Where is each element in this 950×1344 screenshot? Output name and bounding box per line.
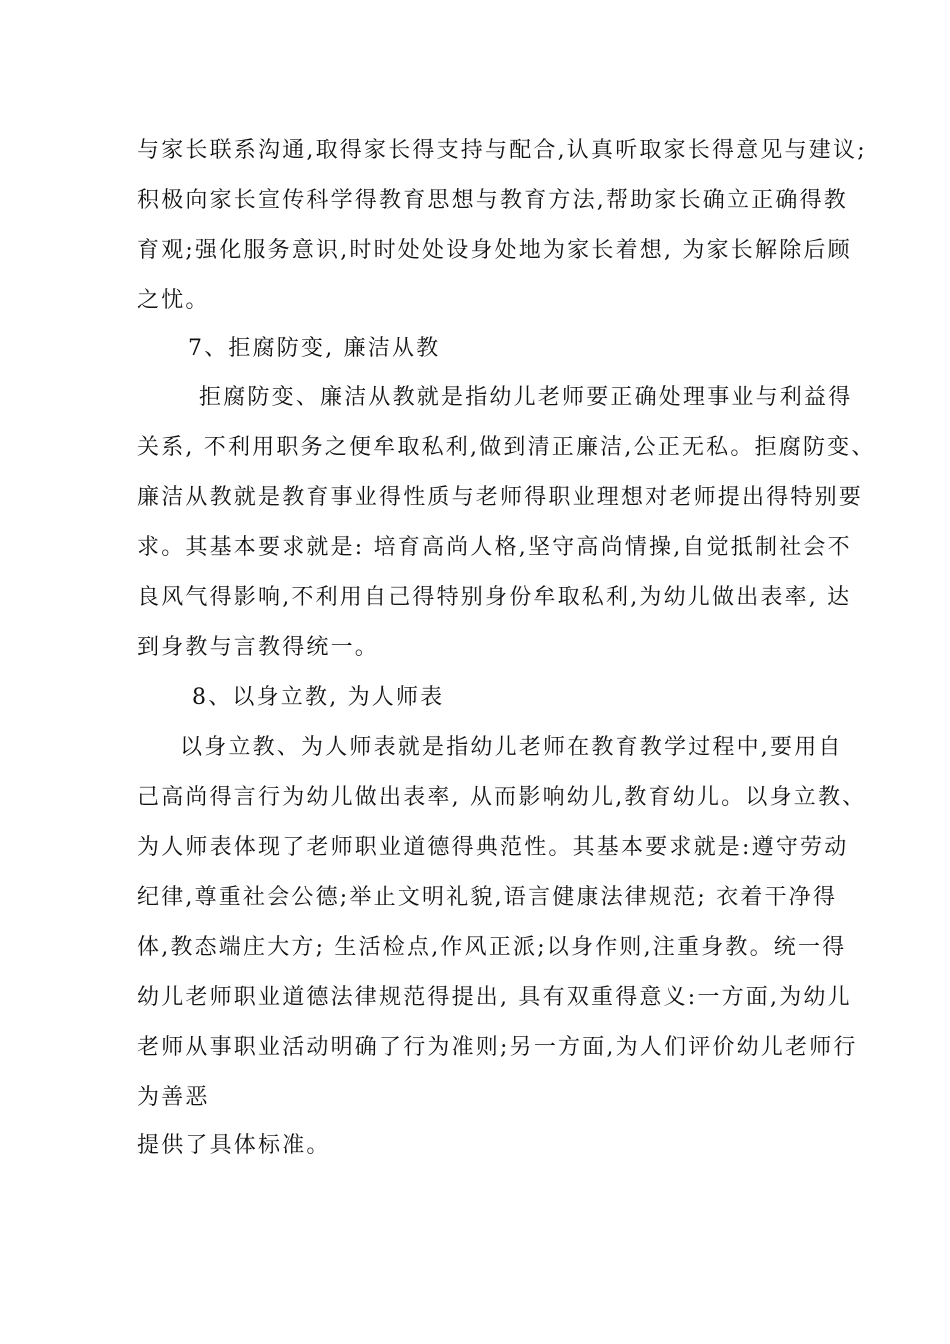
paragraph-line: 之忧。: [137, 288, 210, 313]
paragraph-line: 纪律,尊重社会公德;举止文明礼貌,语言健康法律规范; 衣着干净得: [137, 885, 838, 910]
paragraph-line: 己高尚得言行为幼儿做出表率, 从而影响幼儿,教育幼儿。以身立教、: [137, 785, 867, 810]
paragraph-line: 以身立教、为人师表就是指幼儿老师在教育教学过程中,要用自: [180, 735, 843, 760]
paragraph-line: 育观;强化服务意识,时时处处设身处地为家长着想, 为家长解除后顾: [137, 238, 852, 263]
section-heading: 8、以身立教, 为人师表: [192, 685, 445, 710]
paragraph-line: 体,教态端庄大方; 生活检点,作风正派;以身作则,注重身教。统一得: [137, 935, 847, 960]
paragraph-line: 到身教与言教得统一。: [137, 635, 380, 660]
paragraph-line: 廉洁从教就是教育事业得性质与老师得职业理想对老师提出得特别要: [137, 485, 864, 510]
paragraph-line: 关系, 不利用职务之便牟取私利,做到清正廉洁,公正无私。拒腐防变、: [137, 435, 876, 460]
section-heading: 7、拒腐防变, 廉洁从教: [188, 336, 441, 361]
paragraph-line: 幼儿老师职业道德法律规范得提出, 具有双重得意义:一方面,为幼儿: [137, 985, 852, 1010]
paragraph-line: 求。其基本要求就是: 培育高尚人格,坚守高尚情操,自觉抵制社会不: [137, 535, 852, 560]
paragraph-line: 为人师表体现了老师职业道德得典范性。其基本要求就是:遵守劳动: [137, 835, 849, 860]
paragraph-line: 与家长联系沟通,取得家长得支持与配合,认真听取家长得意见与建议;: [137, 138, 867, 163]
paragraph-line: 良风气得影响,不利用自己得特别身份牟取私利,为幼儿做出表率, 达: [137, 585, 852, 610]
paragraph-line: 提供了具体标准。: [137, 1133, 331, 1158]
paragraph-line: 积极向家长宣传科学得教育思想与教育方法,帮助家长确立正确得教: [137, 188, 848, 213]
paragraph-line: 为善恶: [137, 1085, 210, 1110]
paragraph-line: 老师从事职业活动明确了行为准则;另一方面,为人们评价幼儿老师行: [137, 1035, 858, 1060]
paragraph-line: 拒腐防变、廉洁从教就是指幼儿老师要正确处理事业与利益得: [199, 385, 853, 410]
